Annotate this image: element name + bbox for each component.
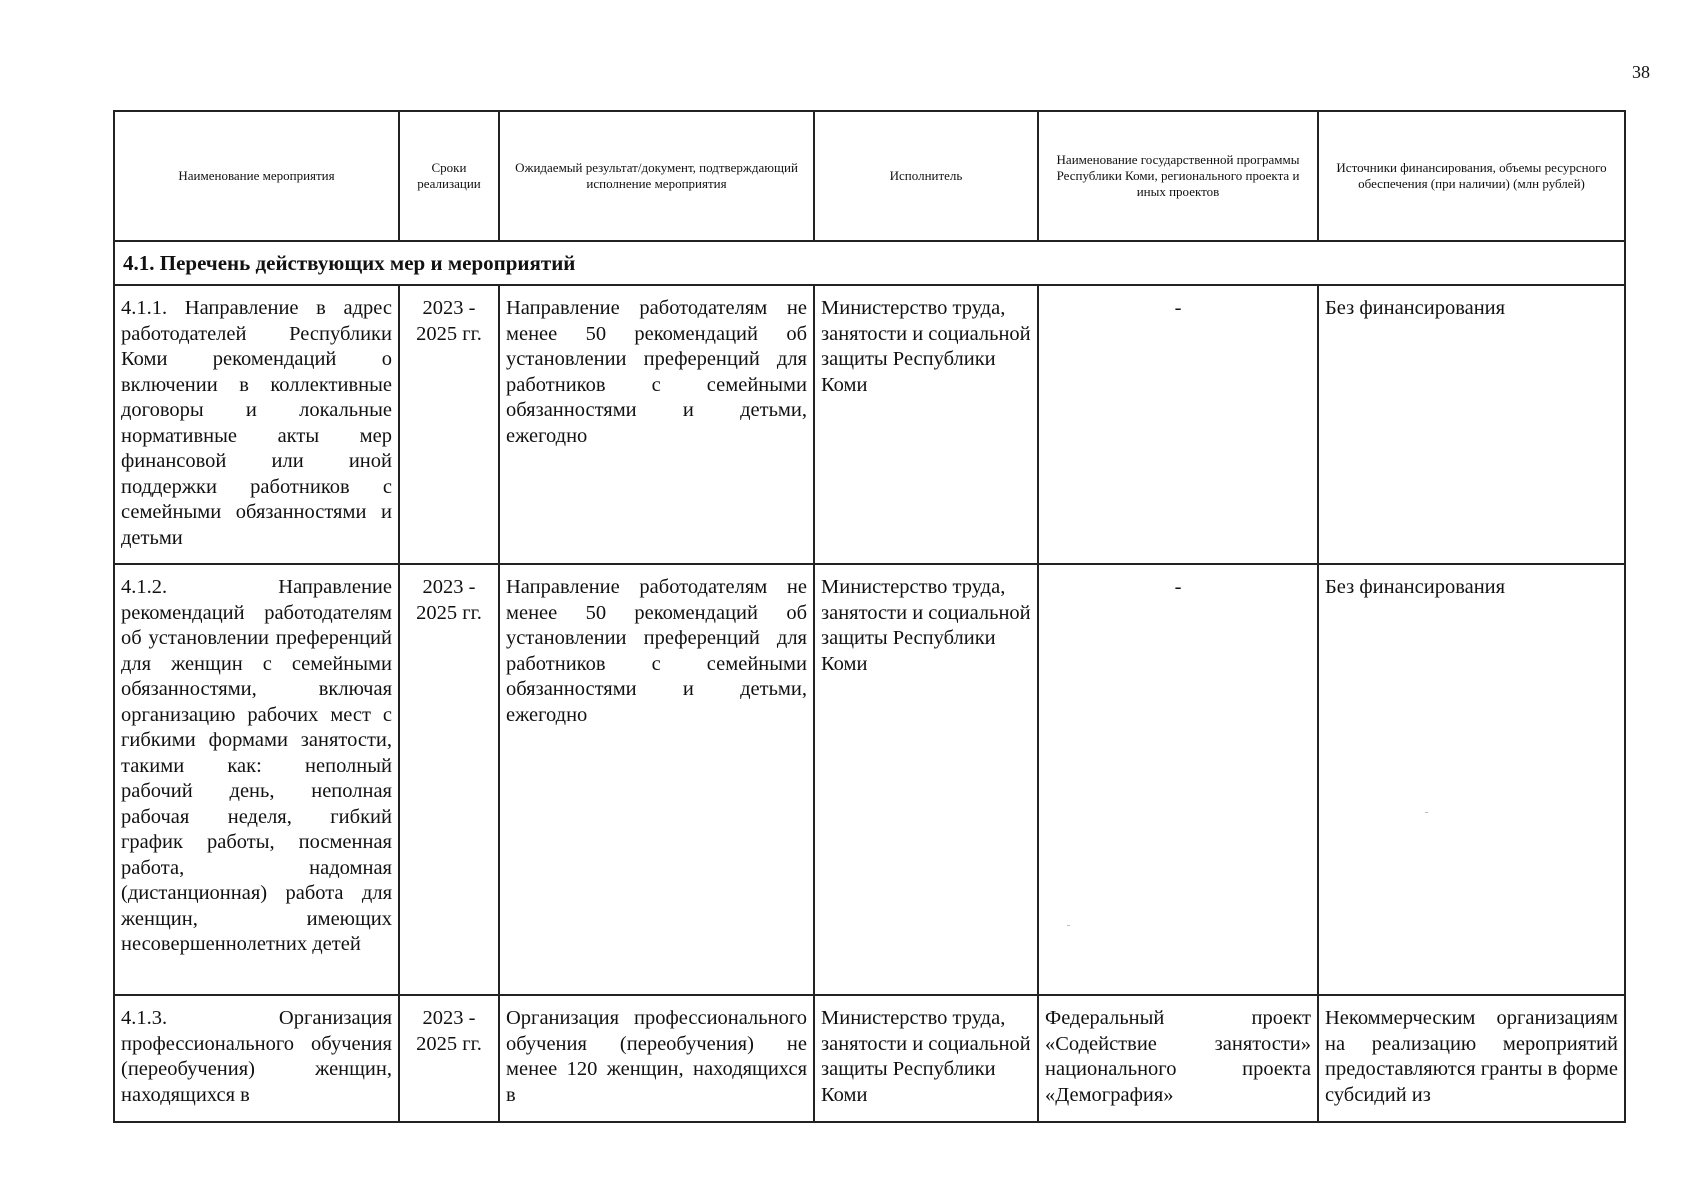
header-funding: Источники финансирования, объемы ресурсного обеспечения (при наличии) (млн рублей)	[1318, 111, 1625, 241]
funding-cell	[1318, 995, 1625, 1122]
header-program: Наименование государственной программы Республики Коми, регионального проекта и иных проектов	[1038, 111, 1318, 241]
funding-text: Некоммерческим организациям на реализацию мероприятий предоставляются гранты в форме субсидий из	[1325, 1007, 1618, 1106]
program-text: Федеральный проект «Содействие занятости» национального проекта «Демография»	[1045, 1007, 1311, 1106]
result-cell: Направление работодателям не менее 50 рекомендаций об установлении преференций для работников с семейными обязанностями и детьми, ежегодно	[499, 285, 814, 564]
executor-cell	[814, 995, 1038, 1122]
header-measure-name: Наименование мероприятия	[114, 111, 399, 241]
header-period: Сроки реализации	[399, 111, 499, 241]
period-cell: 2023 - 2025 гг.	[399, 564, 499, 995]
executor-cell: Министерство труда, занятости и социальной защиты Республики Коми	[814, 564, 1038, 995]
funding-cell: Без финансирования	[1318, 564, 1625, 995]
measure-name-cell: 4.1.1. Направление в адрес работодателей Республики Коми рекомендаций о включении в коллективные договоры и локальные нормативные акты мер финансовой или иной поддержки работников с семейными обязанностями и детьми	[114, 285, 399, 564]
section-row	[114, 241, 1625, 285]
header-executor: Исполнитель	[814, 111, 1038, 241]
result-cell: Направление работодателям не менее 50 рекомендаций об установлении преференций для работников с семейными обязанностями и детьми, ежегодно	[499, 564, 814, 995]
table-row	[114, 285, 1625, 564]
section-title: 4.1. Перечень действующих мер и мероприятий	[114, 241, 1625, 285]
scan-speck	[1067, 925, 1070, 926]
measure-name-text: 4.1.3. Организация профессионального обучения (переобучения) женщин, находящихся в	[121, 1007, 392, 1106]
period-cell: 2023 - 2025 гг.	[399, 285, 499, 564]
table-row	[114, 995, 1625, 1122]
executor-text: Министерство труда, занятости и социальной защиты Республики Коми	[821, 1007, 1031, 1106]
funding-cell: Без финансирования	[1318, 285, 1625, 564]
measure-name-cell: 4.1.2. Направление рекомендаций работодателям об установлении преференций для женщин с семейными обязанностями, включая организацию рабочих мест с гибкими формами занятости, такими как: неполный рабочий день, неполная рабочая неделя, гибкий график работы, посменная работа, надомная (дистанционная) работа для женщин, имеющих несовершеннолетних детей	[114, 564, 399, 995]
page-number: 38	[1632, 62, 1650, 82]
result-cell	[499, 995, 814, 1122]
table-header-row	[114, 111, 1625, 241]
program-cell: -	[1038, 285, 1318, 564]
measure-name-cell	[114, 995, 399, 1122]
header-expected-result: Ожидаемый результат/документ, подтверждающий исполнение мероприятия	[499, 111, 814, 241]
period-text: 2023 - 2025 гг.	[416, 1007, 482, 1055]
table-row	[114, 564, 1625, 995]
scan-speck	[1425, 812, 1428, 813]
result-text: Организация профессионального обучения (переобучения) не менее 120 женщин, находящихся в	[506, 1007, 807, 1106]
executor-cell: Министерство труда, занятости и социальной защиты Республики Коми	[814, 285, 1038, 564]
measures-table	[113, 110, 1626, 1123]
period-cell	[399, 995, 499, 1122]
program-cell	[1038, 995, 1318, 1122]
program-cell: -	[1038, 564, 1318, 995]
